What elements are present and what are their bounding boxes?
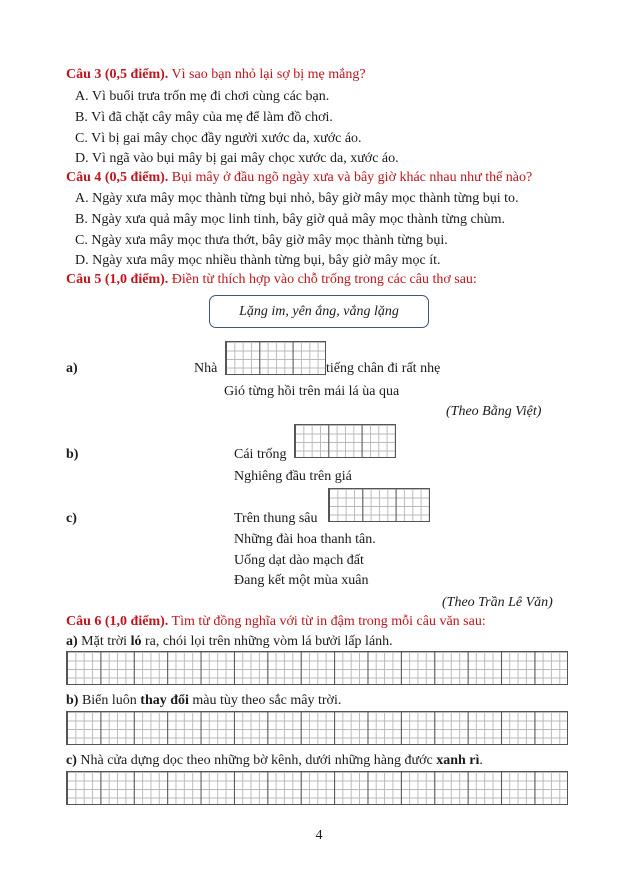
q5b-line1-before: Cái trống [234, 447, 287, 462]
q5c-source: (Theo Trần Lê Văn) [442, 595, 553, 610]
q6b-answer-grid[interactable] [66, 711, 568, 745]
q5c-line4: Đang kết một mùa xuân [234, 573, 369, 588]
q4-option-b[interactable]: B. Ngày xưa quả mây mọc linh tinh, bây giờ quả mây mọc thành từng chùm. [75, 212, 506, 227]
q6b-marker: b) [66, 693, 79, 708]
q4-option-c[interactable]: C. Ngày xưa mây mọc thưa thớt, bây giờ mây mọc thành từng bụi. [75, 233, 448, 248]
q6c-text-pre: Nhà cửa dựng dọc theo những bờ kênh, dưới những hàng đước [76, 753, 437, 768]
q6a-text-post: ra, chói lọi trên những vòm lá bưởi lấp lánh. [141, 634, 393, 649]
q4-option-a[interactable]: A. Ngày xưa mây mọc thành từng bụi nhỏ, bây giờ mây mọc thành từng bụi to. [75, 191, 519, 206]
q6b-text-pre: Biển luôn [78, 693, 141, 708]
q5c-answer-grid[interactable] [328, 488, 430, 522]
q4-option-d[interactable]: D. Ngày xưa mây mọc nhiều thành từng bụi, bây giờ mây mọc ít. [75, 253, 441, 268]
question-3-label: Câu 3 (0,5 điểm). [66, 67, 169, 82]
question-3-title [66, 66, 366, 84]
q6a-sentence [66, 633, 393, 651]
q5c-marker: c) [66, 511, 77, 526]
word-bank-text: Lặng im, yên ắng, vắng lặng [239, 303, 399, 319]
q5a-source: (Theo Bằng Việt) [446, 404, 542, 419]
q5b-marker: b) [66, 447, 79, 462]
question-6-label: Câu 6 (1,0 điểm). [66, 614, 169, 629]
q6c-marker: c) [66, 753, 77, 768]
q6a-marker: a) [66, 634, 78, 649]
q6b-bold-word: thay đổi [140, 693, 189, 708]
question-4-text: Bụi mây ở đầu ngõ ngày xưa và bây giờ khác nhau như thế nào? [168, 170, 533, 185]
q6c-text-post: . [479, 753, 483, 768]
question-5-text: Điền từ thích hợp vào chỗ trống trong các câu thơ sau: [168, 272, 477, 287]
q3-option-d[interactable]: D. Vì ngã vào bụi mây bị gai mây chọc xước da, xước áo. [75, 151, 399, 166]
q5c-line2: Những đài hoa thanh tân. [234, 532, 376, 547]
question-3-text: Vì sao bạn nhỏ lại sợ bị mẹ mắng? [168, 67, 366, 82]
q5a-answer-grid[interactable] [225, 341, 326, 375]
q6a-answer-grid[interactable] [66, 651, 568, 685]
q5b-line2: Nghiêng đầu trên giá [234, 469, 352, 484]
question-6-title [66, 613, 486, 631]
question-5-label: Câu 5 (1,0 điểm). [66, 272, 169, 287]
q5c-line1-before: Trên thung sâu [234, 511, 318, 526]
q6a-text-pre: Mặt trời [77, 634, 131, 649]
q6c-sentence [66, 752, 483, 770]
q6b-text-post: màu tùy theo sắc mây trời. [188, 693, 342, 708]
q6a-bold-word: ló [130, 634, 142, 649]
q6b-sentence [66, 692, 341, 710]
q3-option-c[interactable]: C. Vì bị gai mây chọc đầy người xước da, xước áo. [75, 131, 362, 146]
question-5-title [66, 271, 477, 289]
q3-option-b[interactable]: B. Vì đã chặt cây mây của mẹ để làm đồ chơi. [75, 110, 333, 125]
question-6-text: Tìm từ đồng nghĩa với từ in đậm trong mỗi câu văn sau: [168, 614, 486, 629]
question-4-title [66, 169, 532, 187]
q5b-answer-grid[interactable] [294, 424, 396, 458]
q6c-bold-word: xanh rì [436, 753, 480, 768]
q5a-line1-after: tiếng chân đi rất nhẹ [326, 361, 441, 376]
question-4-label: Câu 4 (0,5 điểm). [66, 170, 169, 185]
q5a-line1-before: Nhà [194, 361, 218, 376]
q5c-line3: Uống dạt dào mạch đất [234, 553, 364, 568]
q6c-answer-grid[interactable] [66, 771, 568, 805]
q3-option-a[interactable]: A. Vì buổi trưa trốn mẹ đi chơi cùng các bạn. [75, 89, 330, 104]
q5a-marker: a) [66, 361, 78, 376]
page-number: 4 [315, 828, 323, 843]
word-bank-box [209, 295, 429, 328]
q5a-line2: Gió từng hồi trên mái lá ùa qua [224, 384, 400, 399]
